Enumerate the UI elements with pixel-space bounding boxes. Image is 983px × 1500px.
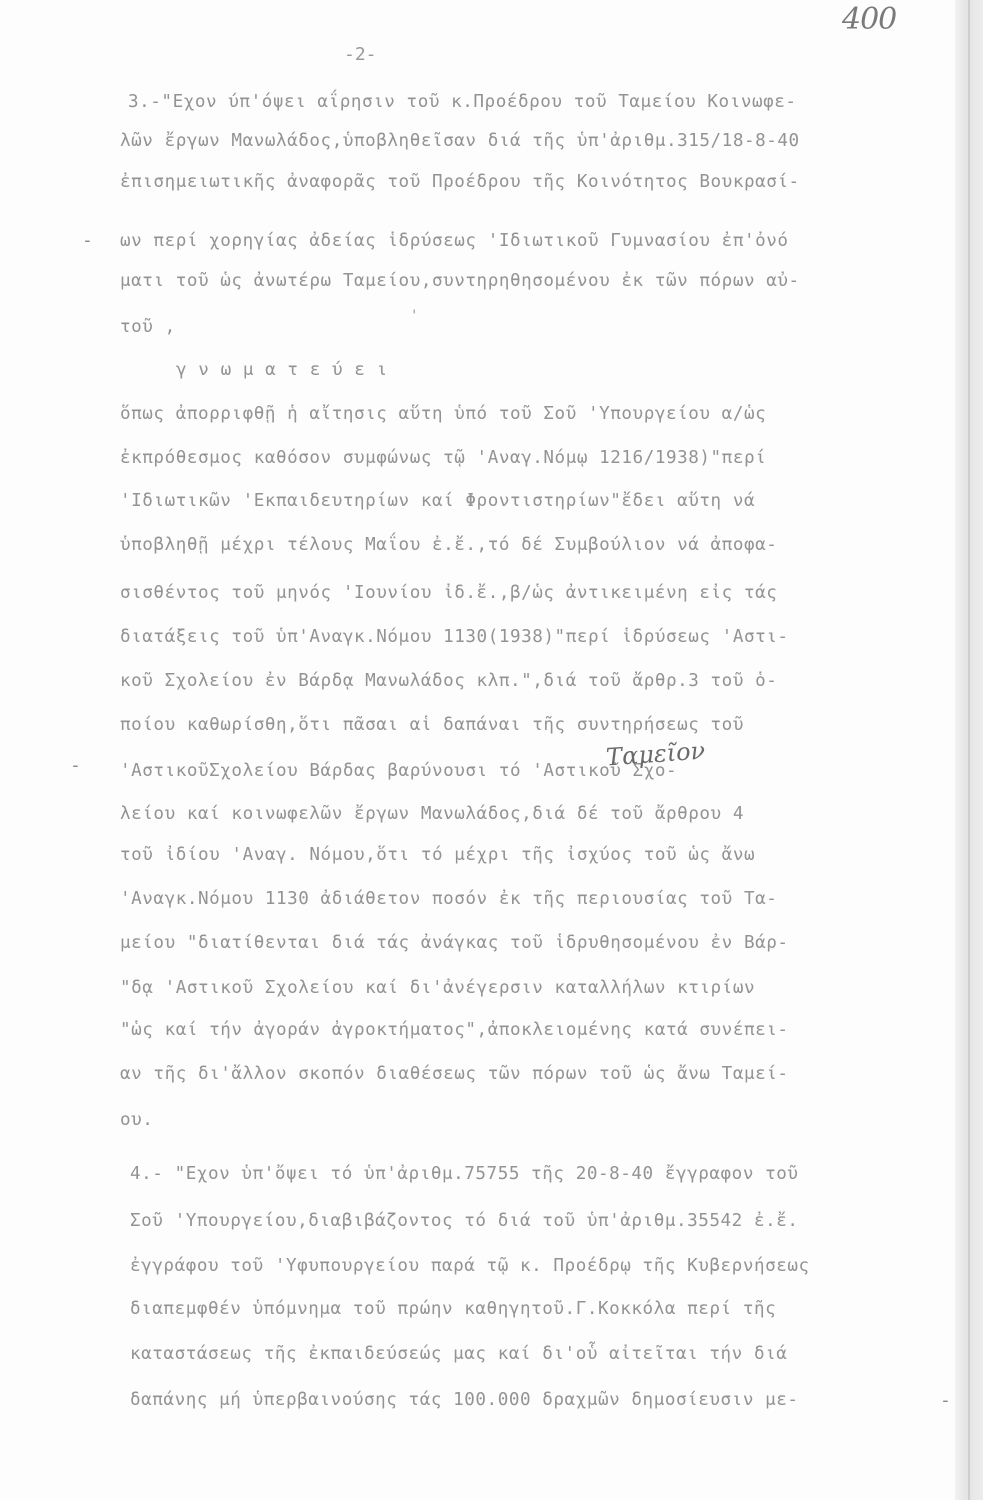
text-line: ἐπισημειωτικῆς ἀναφορᾶς τοῦ Προέδρου τῆς Κοινότητος Βουκρασί- — [120, 172, 800, 192]
text-line: ἐκπρόθεσμος καθόσον συμφώνως τῷ 'Αναγ.Νόμῳ 1216/1938)"περί — [120, 448, 767, 468]
text-line: σισθέντος τοῦ μηνός 'Ιουνίου ἰδ.ἔ.,β/ὡς ἀντικειμένη εἰς τάς — [120, 583, 778, 603]
text-line: ων περί χορηγίας ἀδείας ἱδρύσεως 'Ιδιωτικοῦ Γυμνασίου ἐπ'ὀνό — [120, 231, 789, 251]
text-line: 4.- "Εχον ὑπ'ὄψει τό ὑπ'ἀριθμ.75755 τῆς 20-8-40 ἔγγραφον τοῦ — [130, 1164, 799, 1184]
text-line: Σοῦ 'Υπουργείου,διαβιβάζοντος τό διά τοῦ ὑπ'ἀριθμ.35542 ἐ.ἔ. — [130, 1211, 799, 1231]
margin-dash-mark: - — [940, 1390, 951, 1411]
text-line: 'Ιδιωτικῶν 'Εκπαιδευτηρίων καί Φροντιστηρίων"ἔδει αὕτη νά — [120, 491, 756, 511]
text-line: καταστάσεως τῆς ἐκπαιδεύσεώς μας καί δι'οὗ αἰτεῖται τήν διά — [130, 1344, 788, 1364]
handwritten-insert: Ταμεῖον — [605, 736, 706, 772]
text-line: "ὡς καί τήν ἀγοράν ἀγροκτήματος",ἀποκλειομένης κατά συνέπει- — [120, 1020, 789, 1040]
text-line: ἐγγράφου τοῦ 'Υφυπουργείου παρά τῷ κ. Προέδρῳ τῆς Κυβερνήσεως — [130, 1256, 810, 1276]
text-line: 3.-"Εχον ύπ'όψει αΐρησιν τοῦ κ.Προέδρου τοῦ Ταμείου Κοινωφε- — [128, 92, 797, 112]
text-line: 'Αναγκ.Νόμου 1130 ἀδιάθετον ποσόν ἐκ τῆς περιουσίας τοῦ Τα- — [120, 889, 778, 909]
text-line: τοῦ , — [120, 317, 176, 337]
text-line: ου. — [120, 1110, 154, 1130]
text-line: δαπάνης μή ὑπερβαινούσης τάς 100.000 δραχμῶν δημοσίευσιν με- — [130, 1390, 799, 1410]
text-line: διατάξεις τοῦ ὑπ'Αναγκ.Νόμου 1130(1938)"περί ἱδρύσεως 'Αστι- — [120, 627, 789, 647]
text-line: τοῦ ἰδίου 'Αναγ. Νόμου,ὅτι τό μέχρι τῆς ἰσχύος τοῦ ὡς ἄνω — [120, 845, 756, 865]
text-line: γ ν ω μ α τ ε ύ ε ι — [176, 360, 388, 380]
text-line: ποίου καθωρίσθη,ὅτι πᾶσαι αἱ δαπάναι τῆς συντηρήσεως τοῦ — [120, 715, 744, 735]
text-line: ὅπως ἀπορριφθῇ ἡ αἴτησις αὕτη ὑπό τοῦ Σοῦ 'Υπουργείου α/ὡς — [120, 404, 767, 424]
text-line: λείου καί κοινωφελῶν ἔργων Μανωλάδος,διά δέ τοῦ ἄρθρου 4 — [120, 804, 744, 824]
text-line: ὑποβληθῇ μέχρι τέλους Μαΐου ἐ.ἔ.,τό δέ Συμβούλιον νά ἀποφα- — [120, 535, 778, 555]
text-line: διαπεμφθέν ὑπόμνημα τοῦ πρώην καθηγητοῦ.Γ.Κοκκόλα περί τῆς — [130, 1299, 777, 1319]
margin-dash-mark: - — [82, 230, 93, 251]
stray-tick-mark: ' — [410, 308, 419, 324]
margin-dash-mark: - — [70, 755, 81, 776]
handwritten-page-number: 400 — [842, 2, 897, 37]
page-marker: -2- — [344, 44, 377, 65]
text-line: 'ΑστικοῦΣχολείου Βάρδας βαρύνουσι τό 'Αστικοῦ Σχο- — [120, 761, 678, 781]
text-line: "δᾳ 'Αστικοῦ Σχολείου καί δι'ἀνέγερσιν καταλλήλων κτιρίων — [120, 978, 756, 998]
text-line: ματι τοῦ ὡς ἀνωτέρω Ταμείου,συντηρηθησομένου ἐκ τῶν πόρων αὐ- — [120, 271, 800, 291]
text-line: αν τῆς δι'ἄλλον σκοπόν διαθέσεως τῶν πόρων τοῦ ὡς ἄνω Ταμεί- — [120, 1064, 789, 1084]
text-line: κοῦ Σχολείου ἐν Βάρδᾳ Μανωλάδος κλπ.",διά τοῦ ἄρθρ.3 τοῦ ὁ- — [120, 671, 778, 691]
page-edge-line — [968, 0, 970, 1500]
text-line: μείου "διατίθενται διά τάς ἀνάγκας τοῦ ἱδρυθησομένου ἐν Βάρ- — [120, 933, 789, 953]
text-line: λῶν ἔργων Μανωλάδος,ὑποβληθεῖσαν διά τῆς ὑπ'ἀριθμ.315/18-8-40 — [120, 131, 800, 151]
